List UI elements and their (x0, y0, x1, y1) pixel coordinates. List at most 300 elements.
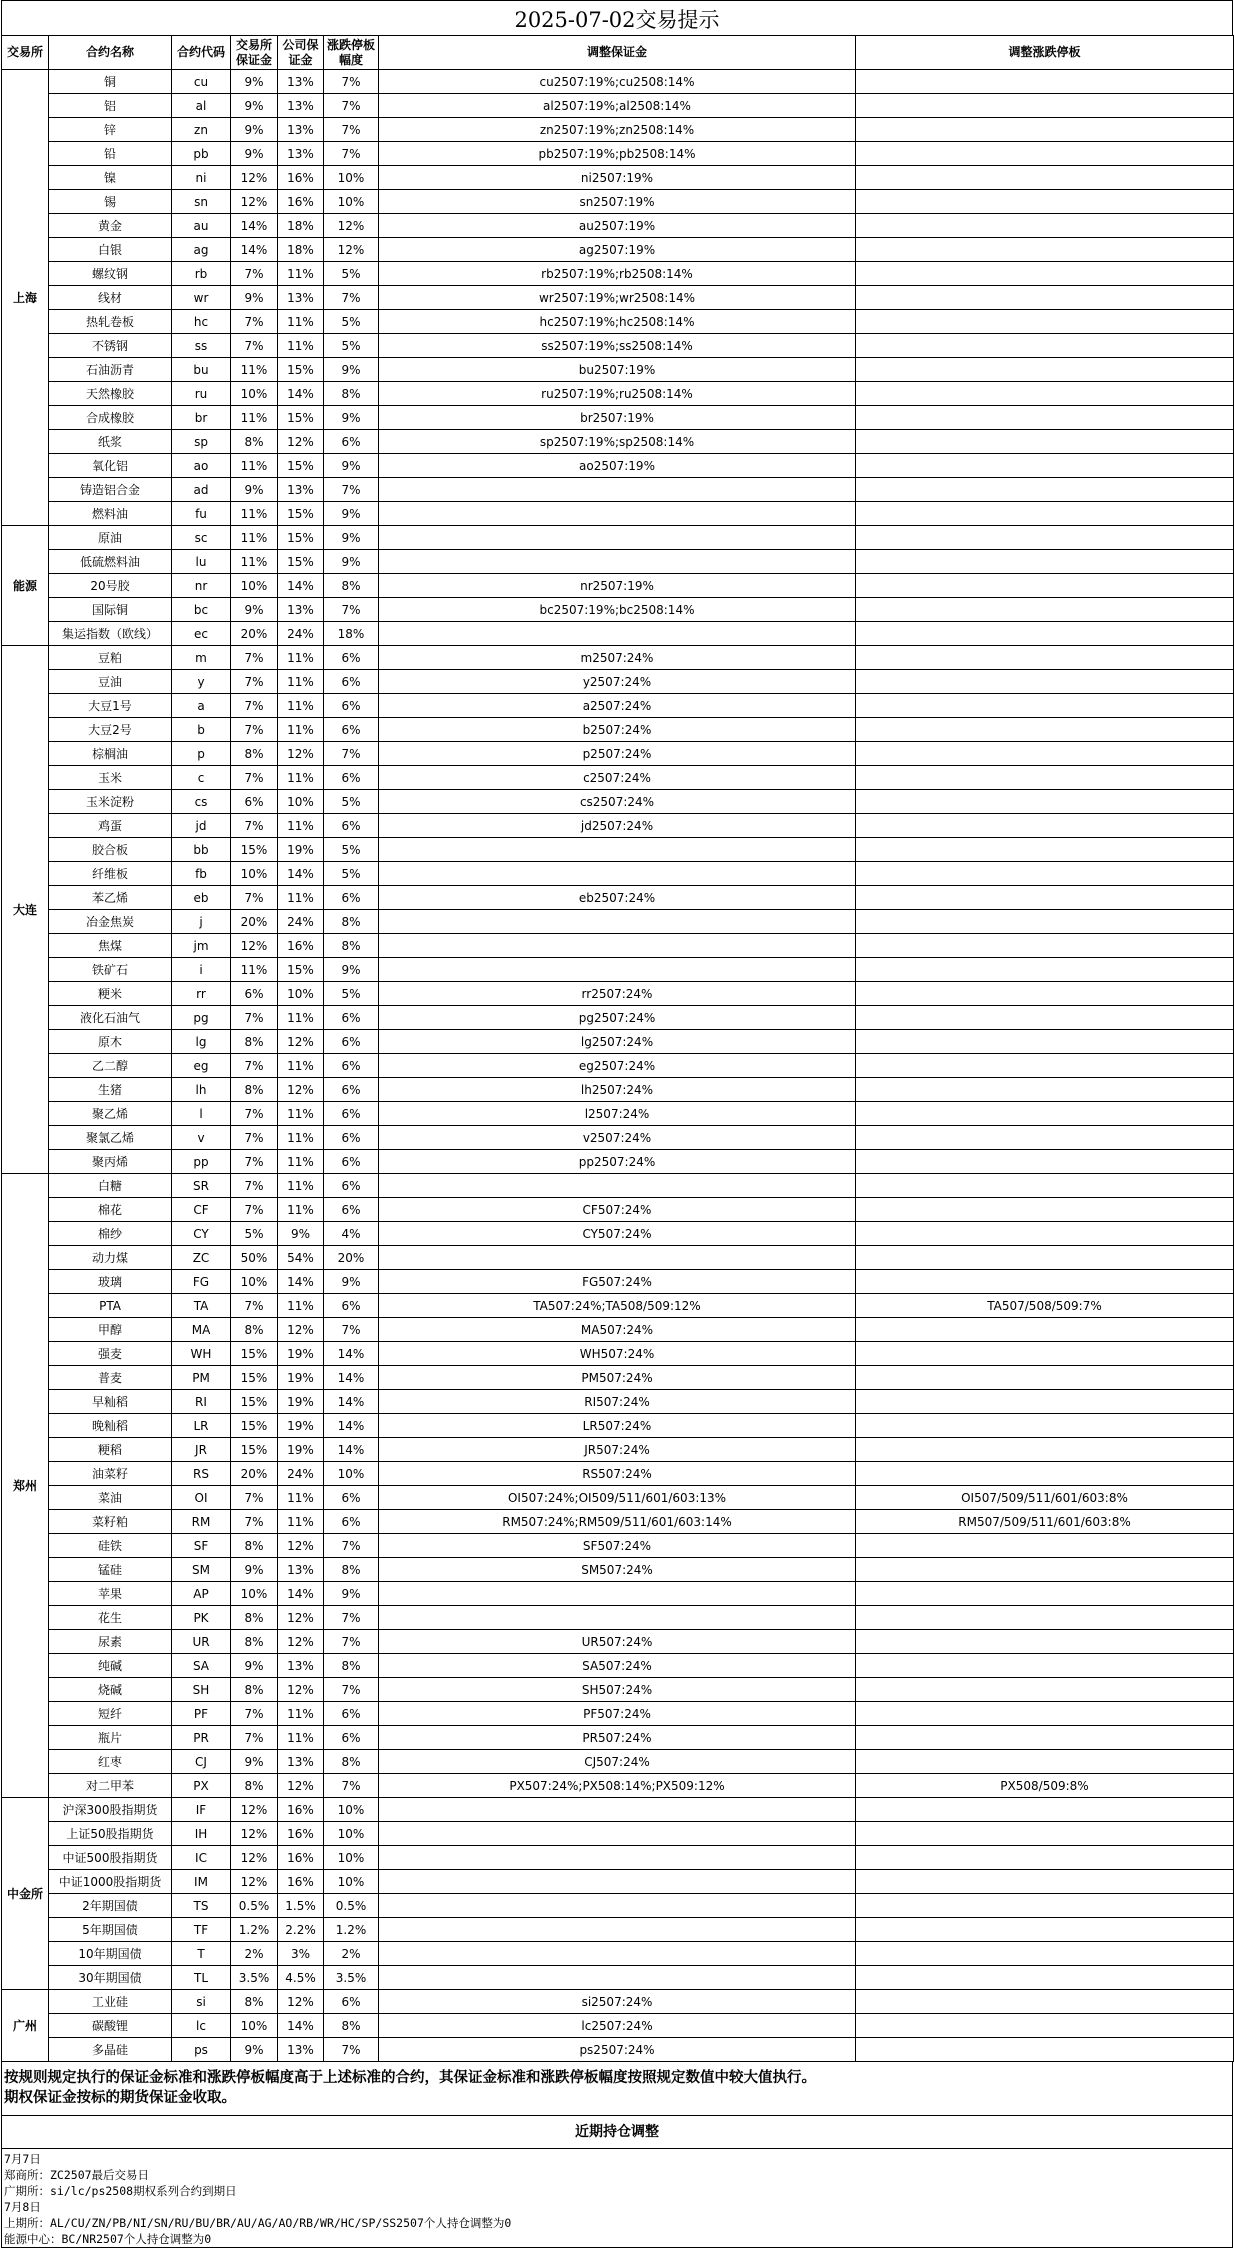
company-margin-cell: 13% (278, 70, 324, 94)
adjusted-limit-cell (856, 1846, 1234, 1870)
exchange-margin-cell: 50% (231, 1246, 278, 1270)
contract-name-cell: 5年期国债 (49, 1918, 172, 1942)
adjusted-limit-cell (856, 742, 1234, 766)
table-row (2, 1294, 1234, 1318)
price-limit-cell: 8% (324, 574, 379, 598)
price-limit-cell: 6% (324, 1510, 379, 1534)
exchange-margin-cell: 9% (231, 598, 278, 622)
contract-code-cell: rb (172, 262, 231, 286)
adjusted-limit-cell (856, 934, 1234, 958)
company-margin-cell: 15% (278, 958, 324, 982)
contract-name-cell: 纯碱 (49, 1654, 172, 1678)
table-row (2, 1486, 1234, 1510)
adjusted-limit-cell (856, 406, 1234, 430)
company-margin-cell: 11% (278, 1510, 324, 1534)
adjusted-margin-cell: cs2507:24% (379, 790, 856, 814)
contract-name-cell: 聚丙烯 (49, 1150, 172, 1174)
adjusted-margin-cell: y2507:24% (379, 670, 856, 694)
note-line: 期权保证金按标的期货保证金收取。 (4, 2090, 236, 2106)
contract-code-cell: si (172, 1990, 231, 2014)
price-limit-cell: 4% (324, 1222, 379, 1246)
adjusted-margin-cell: hc2507:19%;hc2508:14% (379, 310, 856, 334)
adjusted-limit-cell (856, 454, 1234, 478)
adjusted-limit-cell (856, 190, 1234, 214)
exchange-margin-cell: 8% (231, 430, 278, 454)
adjusted-limit-cell (856, 262, 1234, 286)
contract-code-cell: al (172, 94, 231, 118)
adjusted-limit-cell (856, 1894, 1234, 1918)
notes-section (1, 2062, 1233, 2116)
contract-code-cell: CF (172, 1198, 231, 1222)
adjusted-limit-cell (856, 1942, 1234, 1966)
adjusted-margin-cell (379, 838, 856, 862)
contract-code-cell: pg (172, 1006, 231, 1030)
contract-code-cell: jm (172, 934, 231, 958)
table-row (2, 1222, 1234, 1246)
page-title: 2025-07-02交易提示 (1, 0, 1233, 35)
adjusted-margin-cell (379, 862, 856, 886)
price-limit-cell: 5% (324, 310, 379, 334)
adjusted-margin-cell: b2507:24% (379, 718, 856, 742)
contract-name-cell: 晚籼稻 (49, 1414, 172, 1438)
price-limit-cell: 7% (324, 598, 379, 622)
margin-table (1, 35, 1234, 2062)
adjusted-limit-cell (856, 1150, 1234, 1174)
adjusted-margin-cell: pp2507:24% (379, 1150, 856, 1174)
price-limit-cell: 6% (324, 1006, 379, 1030)
table-row (2, 1174, 1234, 1198)
adjusted-limit-cell (856, 790, 1234, 814)
table-row (2, 190, 1234, 214)
exchange-margin-cell: 6% (231, 790, 278, 814)
table-row (2, 1126, 1234, 1150)
contract-code-cell: y (172, 670, 231, 694)
contract-name-cell: 30年期国债 (49, 1966, 172, 1990)
price-limit-cell: 6% (324, 766, 379, 790)
table-row (2, 1102, 1234, 1126)
table-row (2, 1846, 1234, 1870)
adjusted-limit-cell (856, 1462, 1234, 1486)
contract-code-cell: ag (172, 238, 231, 262)
contract-code-cell: sp (172, 430, 231, 454)
contract-code-cell: eb (172, 886, 231, 910)
table-row (2, 1342, 1234, 1366)
table-row (2, 1798, 1234, 1822)
company-margin-cell: 11% (278, 1006, 324, 1030)
contract-name-cell: 多晶硅 (49, 2038, 172, 2062)
contract-code-cell: T (172, 1942, 231, 1966)
exchange-margin-cell: 15% (231, 1366, 278, 1390)
adjusted-margin-cell: m2507:24% (379, 646, 856, 670)
contract-code-cell: IM (172, 1870, 231, 1894)
adjusted-margin-cell (379, 1918, 856, 1942)
company-margin-cell: 11% (278, 886, 324, 910)
contract-name-cell: 生猪 (49, 1078, 172, 1102)
adjusted-margin-cell: cu2507:19%;cu2508:14% (379, 70, 856, 94)
position-line: 郑商所：ZC2507最后交易日 (4, 2168, 150, 2182)
company-margin-cell: 12% (278, 1606, 324, 1630)
price-limit-cell: 14% (324, 1414, 379, 1438)
contract-code-cell: v (172, 1126, 231, 1150)
contract-name-cell: 铁矿石 (49, 958, 172, 982)
price-limit-cell: 14% (324, 1438, 379, 1462)
company-margin-cell: 16% (278, 1798, 324, 1822)
table-row (2, 166, 1234, 190)
exchange-margin-cell: 11% (231, 526, 278, 550)
contract-name-cell: 胶合板 (49, 838, 172, 862)
exchange-margin-cell: 1.2% (231, 1918, 278, 1942)
adjusted-margin-cell (379, 934, 856, 958)
company-margin-cell: 12% (278, 1078, 324, 1102)
contract-code-cell: br (172, 406, 231, 430)
adjusted-margin-cell: rr2507:24% (379, 982, 856, 1006)
company-margin-cell: 16% (278, 934, 324, 958)
contract-name-cell: 中证1000股指期货 (49, 1870, 172, 1894)
contract-name-cell: 铜 (49, 70, 172, 94)
adjusted-limit-cell: PX508/509:8% (856, 1774, 1234, 1798)
exchange-margin-cell: 7% (231, 334, 278, 358)
adjusted-margin-cell (379, 1798, 856, 1822)
company-margin-cell: 11% (278, 1198, 324, 1222)
contract-code-cell: p (172, 742, 231, 766)
table-row (2, 1510, 1234, 1534)
table-row (2, 430, 1234, 454)
contract-code-cell: PM (172, 1366, 231, 1390)
adjusted-margin-cell: UR507:24% (379, 1630, 856, 1654)
company-margin-cell: 19% (278, 1342, 324, 1366)
table-row (2, 1702, 1234, 1726)
exchange-margin-cell: 7% (231, 886, 278, 910)
price-limit-cell: 6% (324, 1030, 379, 1054)
price-limit-cell: 20% (324, 1246, 379, 1270)
company-margin-cell: 13% (278, 1654, 324, 1678)
exchange-margin-cell: 8% (231, 1630, 278, 1654)
adjusted-margin-cell: ss2507:19%;ss2508:14% (379, 334, 856, 358)
company-margin-cell: 16% (278, 166, 324, 190)
contract-name-cell: 苹果 (49, 1582, 172, 1606)
table-row (2, 1966, 1234, 1990)
adjusted-margin-cell: si2507:24% (379, 1990, 856, 2014)
price-limit-cell: 9% (324, 1270, 379, 1294)
adjusted-margin-cell (379, 1246, 856, 1270)
contract-name-cell: 液化石油气 (49, 1006, 172, 1030)
price-limit-cell: 6% (324, 646, 379, 670)
company-margin-cell: 13% (278, 94, 324, 118)
contract-code-cell: SM (172, 1558, 231, 1582)
adjusted-limit-cell (856, 574, 1234, 598)
table-row (2, 262, 1234, 286)
company-margin-cell: 14% (278, 862, 324, 886)
adjusted-margin-cell (379, 910, 856, 934)
company-margin-cell: 12% (278, 430, 324, 454)
exchange-margin-cell: 9% (231, 1750, 278, 1774)
exchange-margin-cell: 3.5% (231, 1966, 278, 1990)
contract-code-cell: SR (172, 1174, 231, 1198)
contract-name-cell: 粳米 (49, 982, 172, 1006)
price-limit-cell: 14% (324, 1342, 379, 1366)
table-row (2, 1630, 1234, 1654)
exchange-margin-cell: 7% (231, 1726, 278, 1750)
adjusted-margin-cell (379, 1870, 856, 1894)
price-limit-cell: 9% (324, 526, 379, 550)
adjusted-margin-cell: CJ507:24% (379, 1750, 856, 1774)
adjusted-limit-cell (856, 238, 1234, 262)
price-limit-cell: 7% (324, 70, 379, 94)
table-row (2, 1198, 1234, 1222)
table-row (2, 526, 1234, 550)
exchange-margin-cell: 20% (231, 1462, 278, 1486)
company-margin-cell: 11% (278, 694, 324, 718)
adjusted-limit-cell (856, 1726, 1234, 1750)
table-row (2, 934, 1234, 958)
contract-name-cell: 焦煤 (49, 934, 172, 958)
exchange-margin-cell: 15% (231, 1438, 278, 1462)
price-limit-cell: 6% (324, 886, 379, 910)
position-line: 能源中心：BC/NR2507个人持仓调整为0 (4, 2232, 212, 2246)
adjusted-margin-cell: eb2507:24% (379, 886, 856, 910)
adjusted-margin-cell: RS507:24% (379, 1462, 856, 1486)
adjusted-limit-cell (856, 646, 1234, 670)
contract-code-cell: ad (172, 478, 231, 502)
contract-name-cell: 碳酸锂 (49, 2014, 172, 2038)
contract-code-cell: i (172, 958, 231, 982)
contract-code-cell: ec (172, 622, 231, 646)
price-limit-cell: 6% (324, 1294, 379, 1318)
contract-code-cell: bb (172, 838, 231, 862)
exchange-margin-cell: 7% (231, 1294, 278, 1318)
adjusted-limit-cell (856, 118, 1234, 142)
exchange-margin-cell: 8% (231, 1678, 278, 1702)
contract-name-cell: 锡 (49, 190, 172, 214)
contract-name-cell: 短纤 (49, 1702, 172, 1726)
price-limit-cell: 8% (324, 934, 379, 958)
contract-name-cell: 螺纹钢 (49, 262, 172, 286)
adjusted-margin-cell: SM507:24% (379, 1558, 856, 1582)
exchange-margin-cell: 12% (231, 1846, 278, 1870)
table-row (2, 1726, 1234, 1750)
contract-name-cell: 燃料油 (49, 502, 172, 526)
table-row (2, 790, 1234, 814)
price-limit-cell: 6% (324, 1486, 379, 1510)
company-margin-cell: 13% (278, 598, 324, 622)
company-margin-cell: 13% (278, 478, 324, 502)
exchange-margin-cell: 14% (231, 214, 278, 238)
price-limit-cell: 10% (324, 190, 379, 214)
contract-code-cell: TS (172, 1894, 231, 1918)
company-margin-cell: 12% (278, 742, 324, 766)
exchange-margin-cell: 10% (231, 1270, 278, 1294)
price-limit-cell: 6% (324, 1726, 379, 1750)
table-row (2, 646, 1234, 670)
adjusted-margin-cell: PX507:24%;PX508:14%;PX509:12% (379, 1774, 856, 1798)
adjusted-margin-cell: lh2507:24% (379, 1078, 856, 1102)
adjusted-limit-cell (856, 910, 1234, 934)
contract-code-cell: lh (172, 1078, 231, 1102)
contract-name-cell: 豆油 (49, 670, 172, 694)
company-margin-cell: 11% (278, 718, 324, 742)
price-limit-cell: 9% (324, 550, 379, 574)
price-limit-cell: 5% (324, 838, 379, 862)
contract-code-cell: ZC (172, 1246, 231, 1270)
table-row (2, 454, 1234, 478)
price-limit-cell: 7% (324, 118, 379, 142)
price-limit-cell: 10% (324, 1798, 379, 1822)
contract-code-cell: wr (172, 286, 231, 310)
contract-code-cell: a (172, 694, 231, 718)
exchange-margin-cell: 9% (231, 478, 278, 502)
adjusted-limit-cell (856, 1222, 1234, 1246)
adjusted-margin-cell (379, 1894, 856, 1918)
price-limit-cell: 5% (324, 334, 379, 358)
company-margin-cell: 11% (278, 814, 324, 838)
contract-code-cell: cs (172, 790, 231, 814)
adjusted-limit-cell (856, 1198, 1234, 1222)
adjusted-margin-cell: l2507:24% (379, 1102, 856, 1126)
adjusted-limit-cell (856, 1798, 1234, 1822)
company-margin-cell: 12% (278, 1534, 324, 1558)
exchange-margin-cell: 8% (231, 1078, 278, 1102)
table-row (2, 1750, 1234, 1774)
exchange-margin-cell: 9% (231, 94, 278, 118)
adjusted-margin-cell (379, 478, 856, 502)
company-margin-cell: 19% (278, 1414, 324, 1438)
exchange-cell: 能源 (2, 526, 49, 646)
adjusted-limit-cell (856, 814, 1234, 838)
table-row (2, 1246, 1234, 1270)
adjusted-limit-cell (856, 286, 1234, 310)
header-price-limit: 涨跌停板幅度 (324, 36, 379, 70)
contract-code-cell: PK (172, 1606, 231, 1630)
contract-code-cell: jd (172, 814, 231, 838)
contract-name-cell: 2年期国债 (49, 1894, 172, 1918)
exchange-cell: 广州 (2, 1990, 49, 2062)
exchange-cell: 上海 (2, 70, 49, 526)
price-limit-cell: 10% (324, 1870, 379, 1894)
exchange-margin-cell: 9% (231, 142, 278, 166)
company-margin-cell: 13% (278, 118, 324, 142)
contract-code-cell: TA (172, 1294, 231, 1318)
contract-name-cell: 合成橡胶 (49, 406, 172, 430)
contract-code-cell: IF (172, 1798, 231, 1822)
table-row (2, 2038, 1234, 2062)
adjusted-limit-cell (856, 670, 1234, 694)
exchange-margin-cell: 8% (231, 742, 278, 766)
table-row (2, 718, 1234, 742)
exchange-margin-cell: 7% (231, 1198, 278, 1222)
adjusted-limit-cell (856, 94, 1234, 118)
contract-code-cell: SF (172, 1534, 231, 1558)
adjusted-margin-cell: ag2507:19% (379, 238, 856, 262)
price-limit-cell: 7% (324, 478, 379, 502)
contract-code-cell: zn (172, 118, 231, 142)
price-limit-cell: 6% (324, 694, 379, 718)
contract-code-cell: OI (172, 1486, 231, 1510)
table-row (2, 478, 1234, 502)
adjusted-margin-cell: eg2507:24% (379, 1054, 856, 1078)
price-limit-cell: 6% (324, 1078, 379, 1102)
adjusted-margin-cell: br2507:19% (379, 406, 856, 430)
exchange-margin-cell: 12% (231, 1798, 278, 1822)
contract-name-cell: 尿素 (49, 1630, 172, 1654)
exchange-margin-cell: 7% (231, 1126, 278, 1150)
adjusted-margin-cell: RI507:24% (379, 1390, 856, 1414)
exchange-margin-cell: 9% (231, 286, 278, 310)
price-limit-cell: 5% (324, 862, 379, 886)
price-limit-cell: 12% (324, 238, 379, 262)
adjusted-margin-cell: ps2507:24% (379, 2038, 856, 2062)
contract-name-cell: 大豆1号 (49, 694, 172, 718)
adjusted-margin-cell: ao2507:19% (379, 454, 856, 478)
table-row (2, 1606, 1234, 1630)
adjusted-limit-cell (856, 1702, 1234, 1726)
contract-code-cell: bu (172, 358, 231, 382)
contract-code-cell: UR (172, 1630, 231, 1654)
exchange-margin-cell: 7% (231, 1102, 278, 1126)
contract-code-cell: ni (172, 166, 231, 190)
contract-name-cell: 棕榈油 (49, 742, 172, 766)
contract-code-cell: PX (172, 1774, 231, 1798)
table-row (2, 1942, 1234, 1966)
table-row (2, 550, 1234, 574)
contract-code-cell: LR (172, 1414, 231, 1438)
company-margin-cell: 11% (278, 1126, 324, 1150)
adjusted-margin-cell (379, 958, 856, 982)
table-row (2, 2014, 1234, 2038)
contract-code-cell: cu (172, 70, 231, 94)
company-margin-cell: 15% (278, 358, 324, 382)
table-row (2, 958, 1234, 982)
contract-name-cell: 10年期国债 (49, 1942, 172, 1966)
table-row (2, 214, 1234, 238)
contract-code-cell: MA (172, 1318, 231, 1342)
contract-code-cell: m (172, 646, 231, 670)
adjusted-margin-cell (379, 550, 856, 574)
company-margin-cell: 12% (278, 1678, 324, 1702)
company-margin-cell: 19% (278, 1366, 324, 1390)
company-margin-cell: 12% (278, 1990, 324, 2014)
adjusted-limit-cell (856, 1078, 1234, 1102)
contract-name-cell: 强麦 (49, 1342, 172, 1366)
table-row (2, 742, 1234, 766)
contract-name-cell: 白银 (49, 238, 172, 262)
table-row (2, 574, 1234, 598)
table-row (2, 1654, 1234, 1678)
price-limit-cell: 5% (324, 262, 379, 286)
adjusted-limit-cell (856, 550, 1234, 574)
contract-name-cell: 上证50股指期货 (49, 1822, 172, 1846)
contract-name-cell: 中证500股指期货 (49, 1846, 172, 1870)
company-margin-cell: 18% (278, 214, 324, 238)
contract-code-cell: lg (172, 1030, 231, 1054)
contract-code-cell: RI (172, 1390, 231, 1414)
contract-name-cell: 铅 (49, 142, 172, 166)
price-limit-cell: 7% (324, 142, 379, 166)
contract-name-cell: 乙二醇 (49, 1054, 172, 1078)
contract-name-cell: 集运指数（欧线） (49, 622, 172, 646)
contract-code-cell: TF (172, 1918, 231, 1942)
table-row (2, 1030, 1234, 1054)
exchange-margin-cell: 9% (231, 118, 278, 142)
company-margin-cell: 54% (278, 1246, 324, 1270)
adjusted-limit-cell (856, 694, 1234, 718)
table-row (2, 94, 1234, 118)
contract-code-cell: nr (172, 574, 231, 598)
contract-code-cell: pp (172, 1150, 231, 1174)
adjusted-margin-cell: a2507:24% (379, 694, 856, 718)
contract-code-cell: PR (172, 1726, 231, 1750)
company-margin-cell: 10% (278, 982, 324, 1006)
contract-code-cell: RS (172, 1462, 231, 1486)
